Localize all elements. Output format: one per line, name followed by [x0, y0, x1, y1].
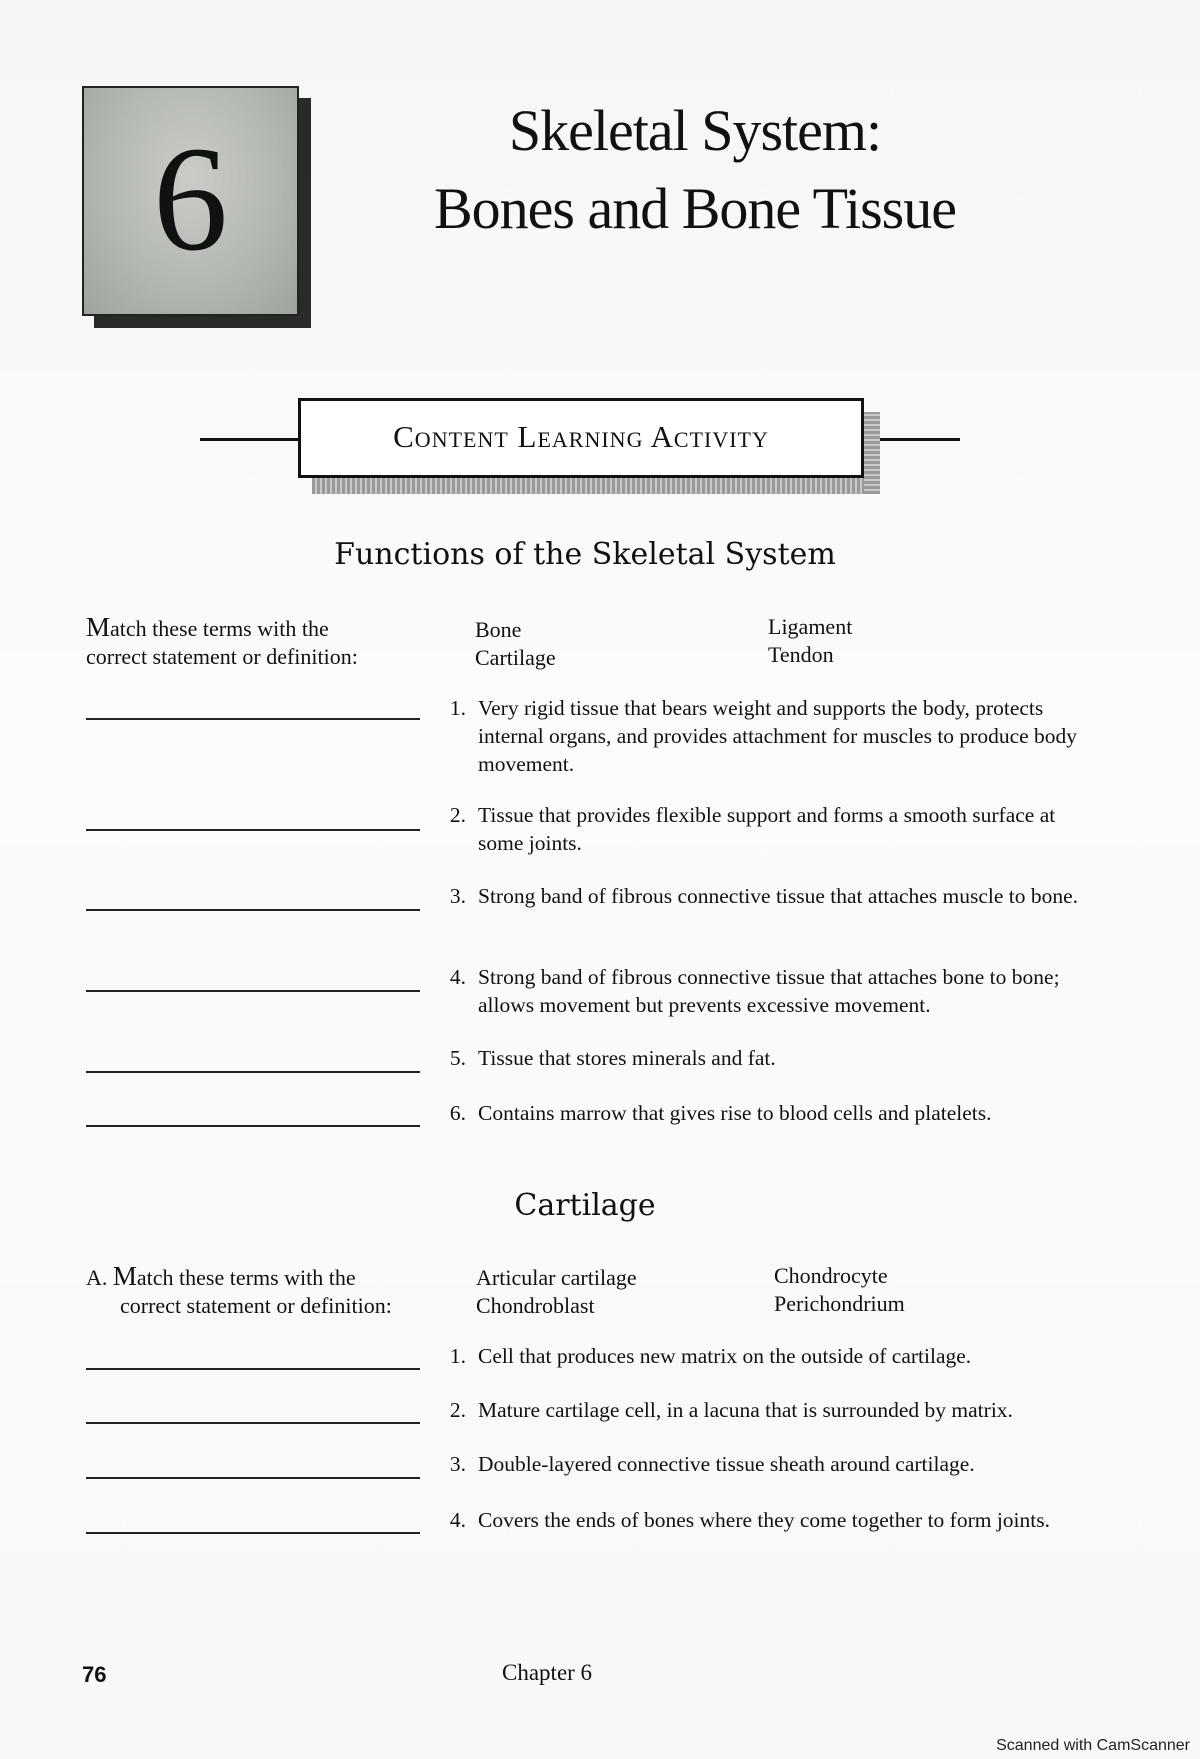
item-text: Strong band of fibrous connective tissue that attaches muscle to bone.: [478, 884, 1079, 908]
item-text: Contains marrow that gives rise to blood cells and platelets.: [478, 1101, 992, 1125]
definition-item: [440, 1342, 1080, 1370]
item-number: 1.: [449, 696, 466, 720]
definition-item: [440, 1396, 1080, 1424]
chapter-number-box: [82, 86, 299, 316]
instruction-prefix: A.: [86, 1265, 108, 1290]
answer-blank[interactable]: [86, 909, 420, 912]
item-number: 5.: [449, 1046, 466, 1070]
banner-shadow-right: [864, 412, 880, 494]
instruction-line1: atch these terms with the: [136, 1265, 356, 1290]
term-list-left: [475, 616, 556, 672]
section-instructions: Match these terms with the correct statement or definition:: [86, 612, 358, 669]
definition-item: [440, 1099, 1080, 1127]
term-bone: Bone: [475, 617, 522, 642]
chapter-title: [330, 92, 1060, 248]
term-tendon: Tendon: [768, 642, 834, 667]
page-number: 76: [82, 1662, 107, 1687]
item-number: 3.: [449, 884, 466, 908]
term-articular-cartilage: Articular cartilage: [476, 1265, 637, 1290]
definition-item: [440, 963, 1080, 1019]
item-text: Very rigid tissue that bears weight and supports the body, protects internal organs, and provides attachment for muscles to produce body movement.: [478, 696, 1078, 776]
definition-item: [440, 694, 1080, 778]
term-perichondrium: Perichondrium: [774, 1291, 905, 1316]
definition-item: [440, 1044, 1080, 1072]
definition-item: [440, 1450, 1080, 1478]
answer-blank[interactable]: [86, 990, 420, 993]
item-text: Strong band of fibrous connective tissue that attaches bone to bone; allows movement but prevents excessive movement.: [478, 965, 1060, 1017]
term-chondroblast: Chondroblast: [476, 1293, 595, 1318]
term-ligament: Ligament: [768, 614, 853, 639]
item-number: 4.: [449, 1508, 466, 1532]
item-text: Tissue that stores minerals and fat.: [478, 1046, 776, 1070]
instruction-line2: correct statement or definition:: [120, 1293, 392, 1318]
answer-blank[interactable]: [86, 1422, 420, 1425]
term-cartilage: Cartilage: [475, 645, 556, 670]
answer-blank[interactable]: [86, 1477, 420, 1480]
item-text: Double-layered connective tissue sheath around cartilage.: [478, 1452, 975, 1476]
item-number: 1.: [449, 1344, 466, 1368]
answer-blank[interactable]: [86, 1532, 420, 1535]
content-learning-activity-banner: [298, 398, 864, 478]
chapter-title-line2: Bones and Bone Tissue: [433, 176, 956, 241]
banner-rule-left: [200, 438, 300, 441]
term-list-left: [476, 1264, 637, 1320]
banner-shadow: [312, 476, 880, 494]
item-number: 2.: [449, 1398, 466, 1422]
banner-text: Content Learning Activity: [393, 419, 769, 454]
instruction-line1: atch these terms with the: [110, 616, 329, 641]
item-text: Cell that produces new matrix on the outside of cartilage.: [478, 1344, 972, 1368]
term-list-right: [768, 613, 852, 669]
section-instructions: A. Match these terms with the correct statement or definition:: [86, 1261, 392, 1318]
chapter-title-line1: Skeletal System:: [508, 98, 882, 163]
term-chondrocyte: Chondrocyte: [774, 1263, 888, 1288]
item-number: 2.: [449, 803, 466, 827]
banner-rule-right: [880, 438, 960, 441]
scanner-watermark: Scanned with CamScanner: [996, 1737, 1190, 1754]
answer-blank[interactable]: [86, 1071, 420, 1074]
footer-chapter-label: Chapter 6: [502, 1660, 593, 1685]
definition-item: [440, 801, 1080, 857]
answer-blank[interactable]: [86, 829, 420, 832]
item-number: 6.: [449, 1101, 466, 1125]
item-text: Tissue that provides flexible support and forms a smooth surface at some joints.: [478, 803, 1056, 855]
item-text: Mature cartilage cell, in a lacuna that is surrounded by matrix.: [478, 1398, 1013, 1422]
answer-blank[interactable]: [86, 1368, 420, 1371]
instruction-line2: correct statement or definition:: [86, 644, 358, 669]
term-list-right: [774, 1262, 905, 1318]
definition-item: [440, 882, 1080, 910]
item-number: 4.: [449, 965, 466, 989]
answer-blank[interactable]: [86, 1125, 420, 1128]
chapter-number: 6: [153, 116, 228, 282]
item-number: 3.: [449, 1452, 466, 1476]
answer-blank[interactable]: [86, 718, 420, 721]
definition-item: [440, 1506, 1080, 1534]
section-heading-functions: Functions of the Skeletal System: [334, 537, 836, 572]
item-text: Covers the ends of bones where they come together to form joints.: [478, 1508, 1050, 1532]
section-heading-cartilage: Cartilage: [514, 1188, 656, 1223]
